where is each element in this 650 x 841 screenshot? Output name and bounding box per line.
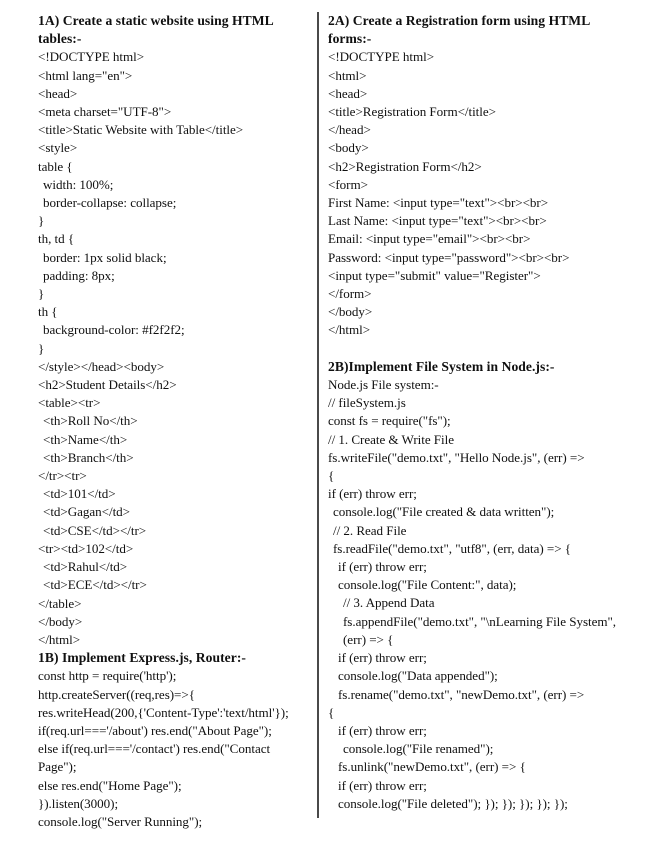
section-2a-code xyxy=(328,48,620,339)
code-line: <form> xyxy=(328,176,368,192)
code-line: fs.unlink("newDemo.txt", (err) => { xyxy=(338,759,526,775)
code-line: console.log("File renamed"); xyxy=(343,741,494,757)
code-line: else res.end("Home Page"); xyxy=(38,777,182,793)
code-line: <body> xyxy=(328,140,369,156)
code-line: <td>101</td> xyxy=(43,486,116,502)
code-line: if (err) throw err; xyxy=(338,722,427,738)
section-2b xyxy=(328,358,620,813)
code-line: <td>Gagan</td> xyxy=(43,504,131,520)
section-1b-code xyxy=(38,667,310,831)
code-line: } xyxy=(38,286,45,302)
code-line: res.writeHead(200,{'Content-Type':'text/html'}); xyxy=(38,704,289,720)
code-line: <head> xyxy=(38,85,78,101)
code-line: </table> xyxy=(38,595,82,611)
section-1a xyxy=(38,12,310,649)
code-line: if (err) throw err; xyxy=(338,650,427,666)
code-line: <td>CSE</td></tr> xyxy=(43,522,147,538)
section-1b xyxy=(38,649,310,831)
code-line: // 3. Append Data xyxy=(343,595,435,611)
code-line: <!DOCTYPE html> xyxy=(328,49,435,65)
code-line: fs.appendFile("demo.txt", "\nLearning File System", (err) => { xyxy=(343,613,620,647)
code-line: fs.rename("demo.txt", "newDemo.txt", (err) => xyxy=(338,686,585,702)
code-line: <title>Registration Form</title> xyxy=(328,104,496,120)
code-line: <!DOCTYPE html> xyxy=(38,49,145,65)
section-gap xyxy=(328,340,620,358)
column-divider xyxy=(317,12,319,818)
code-line: if (err) throw err; xyxy=(338,559,427,575)
code-line: </head> xyxy=(328,122,371,138)
code-line: width: 100%; xyxy=(43,176,114,192)
code-line: console.log("File created & data written"); xyxy=(333,504,555,520)
code-line: { xyxy=(328,468,335,484)
code-line: padding: 8px; xyxy=(43,267,115,283)
code-line: // fileSystem.js xyxy=(328,395,406,411)
code-line: if(req.url==='/about') res.end("About Page"); xyxy=(38,722,272,738)
code-line: th, td { xyxy=(38,231,75,247)
section-1a-code xyxy=(38,48,310,649)
section-2a-heading: 2A) Create a Registration form using HTML forms:- xyxy=(328,13,594,47)
code-line: First Name: <input type="text"><br><br> xyxy=(328,195,549,211)
code-line: <input type="submit" value="Register"> xyxy=(328,267,541,283)
code-line: background-color: #f2f2f2; xyxy=(43,322,185,338)
code-line: <th>Roll No</th> xyxy=(43,413,138,429)
code-line: <th>Name</th> xyxy=(43,431,128,447)
code-line: console.log("Data appended"); xyxy=(338,668,498,684)
section-1a-heading: 1A) Create a static website using HTML tables:- xyxy=(38,13,277,47)
code-line: Email: <input type="email"><br><br> xyxy=(328,231,531,247)
section-2b-heading: 2B)Implement File System in Node.js:- xyxy=(328,358,555,374)
code-line: <html> xyxy=(328,67,367,83)
code-line: if (err) throw err; xyxy=(338,777,427,793)
code-line: </body> xyxy=(328,304,373,320)
code-line: const http = require('http'); xyxy=(38,668,177,684)
code-line: http.createServer((req,res)=>{ xyxy=(38,686,195,702)
code-line: // 2. Read File xyxy=(333,522,407,538)
code-line: } xyxy=(38,340,45,356)
code-line: <td>Rahul</td> xyxy=(43,559,128,575)
code-line: // 1. Create & Write File xyxy=(328,431,454,447)
code-line: <th>Branch</th> xyxy=(43,449,134,465)
section-1b-heading: 1B) Implement Express.js, Router:- xyxy=(38,650,246,666)
code-line: Last Name: <input type="text"><br><br> xyxy=(328,213,547,229)
code-line: }).listen(3000); xyxy=(38,795,119,811)
code-line: console.log("File Content:", data); xyxy=(338,577,517,593)
section-2b-code xyxy=(328,376,620,813)
code-line: table { xyxy=(38,158,73,174)
code-line: </html> xyxy=(328,322,371,338)
code-line: if (err) throw err; xyxy=(328,486,417,502)
code-line: <style> xyxy=(38,140,78,156)
code-line: <tr><td>102</td> xyxy=(38,540,134,556)
code-line: Password: <input type="password"><br><br> xyxy=(328,249,570,265)
code-line: </style></head><body> xyxy=(38,358,165,374)
code-line: const fs = require("fs"); xyxy=(328,413,451,429)
code-line: th { xyxy=(38,304,58,320)
code-line: <h2>Student Details</h2> xyxy=(38,377,177,393)
code-line: fs.writeFile("demo.txt", "Hello Node.js", (err) => xyxy=(328,449,585,465)
code-line: </form> xyxy=(328,286,372,302)
code-line: <meta charset="UTF-8"> xyxy=(38,104,172,120)
code-line: <table><tr> xyxy=(38,395,101,411)
code-line: </body> xyxy=(38,613,83,629)
code-line: border-collapse: collapse; xyxy=(43,195,177,211)
code-line: console.log("Server Running"); xyxy=(38,813,203,829)
code-line: </html> xyxy=(38,631,81,647)
code-line: <td>ECE</td></tr> xyxy=(43,577,147,593)
code-line: } xyxy=(38,213,45,229)
right-column xyxy=(328,12,620,813)
code-line: console.log("File deleted"); }); }); }); }); }); xyxy=(338,795,568,811)
code-line: fs.readFile("demo.txt", "utf8", (err, data) => { xyxy=(333,540,572,556)
code-line: Node.js File system:- xyxy=(328,377,439,393)
code-line: <html lang="en"> xyxy=(38,67,133,83)
code-line: <title>Static Website with Table</title> xyxy=(38,122,244,138)
code-line: border: 1px solid black; xyxy=(43,249,167,265)
code-line: <head> xyxy=(328,85,368,101)
left-column xyxy=(38,12,310,831)
code-line: { xyxy=(328,704,335,720)
section-2a xyxy=(328,12,620,340)
code-line: <h2>Registration Form</h2> xyxy=(328,158,482,174)
code-line: </tr><tr> xyxy=(38,468,87,484)
code-line: else if(req.url==='/contact') res.end("Contact Page"); xyxy=(38,741,274,775)
